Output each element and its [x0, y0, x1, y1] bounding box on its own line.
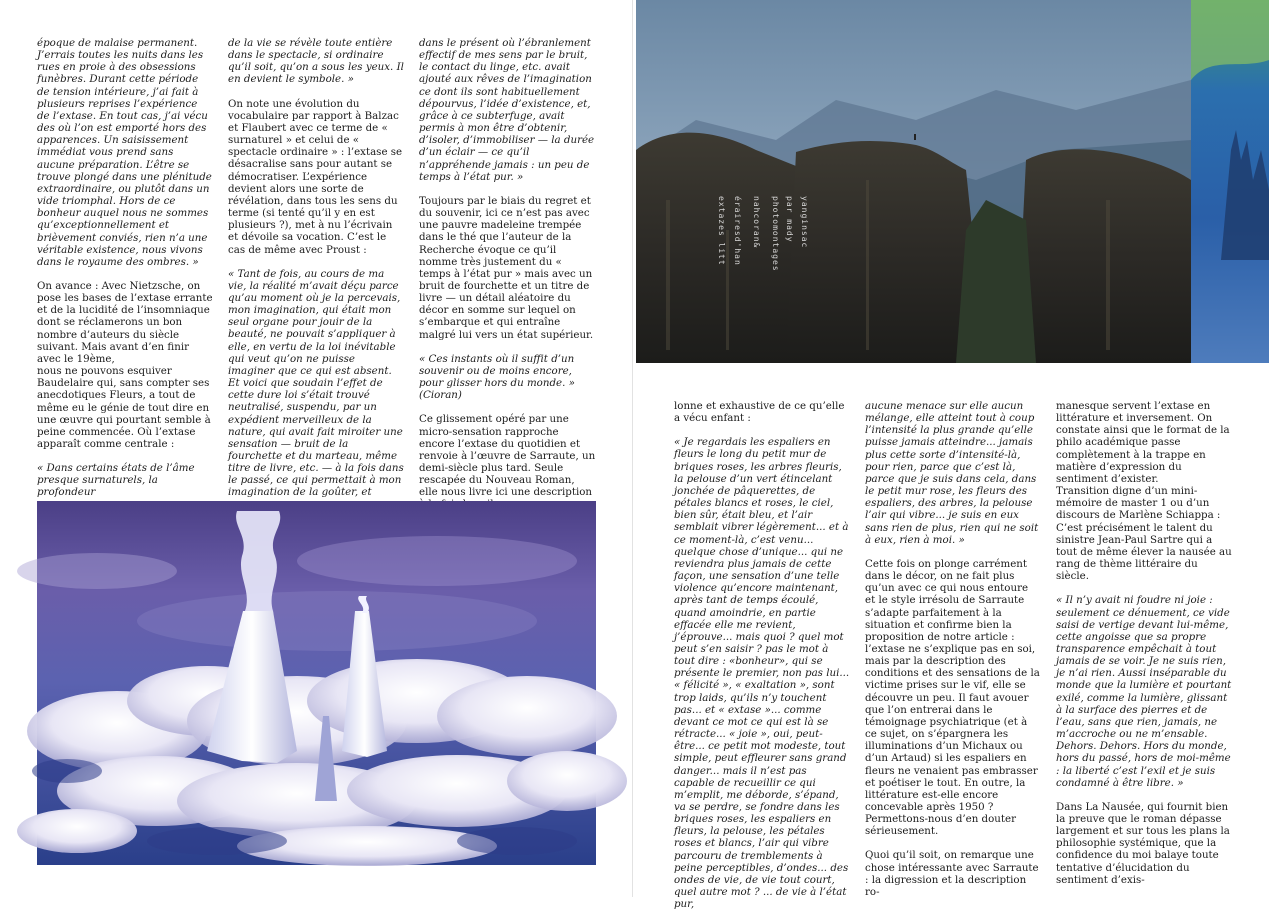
caption-line: par mady [785, 196, 794, 243]
body-paragraph: manesque servent l’extase en littérature et inversement. On constate ainsi que le format de la philo académique passe complètement à la trappe en matière d’expression du sentiment d’exister. Transition digne d’un mini-mémoire de master 1 ou d’un discours de Marlène Schiappa : C’est précisément le talent du sinistre Jean-Paul Sartre qui a tout de même élever la nausée au rang de thème littéraire du siècle. [1056, 400, 1232, 583]
quote-paragraph: dans le présent où l’ébranlement effectif de mes sens par le bruit, le contact du linge, etc. avait ajouté aux rêves de l’imagination ce dont ils sont habituellement dépourvus, l’idée d’existence, et, grâce à ce subterfuge, avait permis à mon être d’obtenir, d’isoler, d’immobiliser — la durée d’un éclair — ce qu’il n’appréhende jamais : un peu de temps à l’état pur. » [419, 37, 595, 183]
blue-green-strip-artwork [1191, 0, 1269, 363]
caption-line: nahcoran& [752, 196, 761, 249]
body-paragraph: Ce glissement opéré par une micro-sensation rapproche encore l’extase du quotidien et renvoie à l’œuvre de Sarraute, un demi-siècle plus tard. Seule rescapée du Nouveau Roman, elle nous livre ici une description [419, 413, 596, 499]
clouds-towers-artwork [37, 501, 596, 865]
body-paragraph: lonne et exhaustive de ce qu’elle a vécu enfant : [674, 400, 845, 425]
caption-line: extazes litt [717, 196, 726, 266]
quote-paragraph: « Tant de fois, au cours de ma vie, la réalité m’avait déçu parce qu’au moment où je la percevais, mon imagination, qui était mon seul organe pour jouir de la beauté, ne pouvait s’appliquer à elle, en vertu de la loi inévitable qui veut qu’on ne puisse imaginer que ce qui est absent. Et voici que soudain l’effet de cette dure loi s’était trouvé neutralisé, suspendu, par un expédient merveilleux de la nature, qui avait fait miroiter une sensation — bruit de la fourchette et du marteau, même titre de livre, etc. — à la fois dans le passé, ce qui permettait à mon imagination de la goûter, et [228, 267, 404, 499]
caption-line: érairesd'han [733, 196, 742, 266]
caption-line: yanginsac [800, 196, 809, 249]
body-paragraph: On note une évolution du vocabulaire par rapport à Balzac et Flaubert avec ce terme de « surnaturel » et celui de « spectacle ordinaire » : l’extase se désacralise sans pour autant se démocratiser. L’expérience devient alors une sorte de révélation, dans tous les sens du terme (si tenté qu’il y en est plusieurs ?), met à nu l’écrivain et dévoile sa vocation. C’est le cas de même avec Proust : [228, 97, 403, 256]
quote-paragraph: « Dans certains états de l’âme presque surnaturels, la profondeur [37, 462, 195, 499]
quote-paragraph: aucune menace sur elle aucun mélange, elle atteint tout à coup l’intensité la plus grande qu’elle puisse jamais atteindre... jamais plus cette sorte d’intensité-là, pour rien, parce que c’est là, parce que je suis dans cela, dans le petit mur rose, les fleurs des espaliers, des arbres, la pelouse l’air qui vibre... je suis en eux sans rien de plus, rien qui ne soit à eux, rien à moi. » [865, 400, 1039, 546]
right-column-2 [865, 400, 1041, 898]
body-paragraph: Quoi qu’il soit, on remarque une chose intéressante avec Sarraute : la digression et la description ro- [865, 849, 1039, 898]
body-paragraph: On avance : Avec Nietzsche, on pose les bases de l’extase errante et de la lucidité de l’insomniaque dont se réclamerons un bon nombre d’auteurs du siècle suivant. Mais avant d’en finir avec le 19ème, nous ne pouvons esquiver Baudelaire qui, sans compter ses anecdotiques Fleurs, a tout de même eu le génie de tout dire en une œuvre qui pourtant semble à peine commencée. Où l’extase apparaît comme centrale : [37, 279, 213, 450]
body-paragraph: Toujours par le biais du regret et du souvenir, ici ce n’est pas avec une pauvre madeleine trempée dans le thé que l’auteur de la Recherche évoque ce qu’il nomme très justement du « temps à l’état pur » mais avec un bruit de fourchette et un titre de livre — un détail aléatoire du décor en somme sur lequel on s’embarque et qui entraîne malgré lui vers un état supérieur. [419, 194, 594, 341]
left-column-3 [419, 37, 596, 499]
right-column-3 [1056, 400, 1232, 886]
quote-paragraph: « Ces instants où il suffit d’un souvenir ou de moins encore, pour glisser hors du monde. » (Cioran) [419, 352, 575, 402]
caption-line: photomontages [771, 196, 780, 272]
left-page [0, 0, 632, 897]
quote-paragraph: « Je regardais les espaliers en fleurs le long du petit mur de briques roses, les arbres fleuris, la pelouse d’un vert étincelant jonchée de pâquerettes, de pétales blancs et roses, le ciel, bien sûr, était bleu, et l’air semblait vibrer légèrement... et à ce moment-là, c’est venu... quelque chose d’unique... qui ne reviendra plus jamais de cette façon, une sensation d’une telle violence qu’encore maintenant, après tant de temps écoulé, quand amoindrie, en partie effacée elle me revient, j’éprouve... mais quoi ? quel mot peut s’en saisir ? pas le mot à tout dire : «bonheur», qui se présente le premier, non pas lui... « félicité », « exaltation », sont trop laids, qu’ils n’y touchent pas... et « extase »... comme devant ce mot ce qui est là se rétracte... « joie », oui, peut-être... ce petit mot modeste, tout simple, peut effleurer sans grand danger... mais il n’est pas capable de recueillir ce qui m’emplit, me déborde, s’épand, va se perdre, se fondre dans les briques roses, les espaliers en fleurs, la pelouse, les pétales roses et blancs, l’air qui vibre parcouru de tremblements à peine perceptibles, d’ondes... des ondes de vie, de vie tout court, quel autre mot ? ... de vie à l’état pur, [674, 436, 850, 910]
body-paragraph: Dans La Nausée, qui fournit bien la preuve que le roman dépasse largement et sur tous les plans la philosophie systémique, que la confidence du moi balaye toute tentative d’élucidation du sentiment d’exis- [1056, 800, 1230, 886]
left-column-1 [37, 37, 213, 499]
right-column-1 [674, 400, 850, 910]
mountain-photomontage-artwork [636, 0, 1191, 363]
quote-paragraph: époque de malaise permanent. J’errais toutes les nuits dans les rues en proie à des obsessions funèbres. Durant cette période de tension intérieure, j’ai fait à plusieurs reprises l’expérience de l’extase. En tout cas, j’ai vécu des où l’on est emporté hors des apparences. Un saisissement immédiat vous prend sans aucune préparation. L’être se trouve plongé dans une plénitude extraordinaire, ou plutôt dans un vide triomphal. Hors de ce bonheur auquel nous ne sommes qu’exceptionnellement et brièvement conviés, rien n’a une véritable existence, nous vivons dans le royaume des ombres. » [37, 37, 212, 268]
body-paragraph: Cette fois on plonge carrément dans le décor, on ne fait plus qu’un avec ce qui nous entoure et le style irrésolu de Sarraute s’adapte parfaitement à la situation et confirme bien la proposition de notre article : l’extase ne s’explique pas en soi, mais par la description des conditions et des sensations de la victime prises sur le vif, elle se découvre un peu. Il faut avouer que l’on entrerai dans le témoignage psychiatrique (et à ce sujet, on s’épargnera les illuminations d’un Michaux ou d’un Artaud) si les espaliers en fleurs ne venaient pas embrasser et poétiser le tout. En outre, la littérature est-elle encore concevable après 1950 ? Permettons-nous d’en douter sérieusement. [865, 557, 1040, 838]
right-page [636, 0, 1269, 910]
quote-paragraph: de la vie se révèle toute entière dans le spectacle, si ordinaire qu’il soit, qu’on a sous les yeux. Il en devient le symbole. » [228, 37, 404, 86]
quote-paragraph: « Il n’y avait ni foudre ni joie : seulement ce dénuement, ce vide saisi de vertige devant lui-même, cette angoisse que sa propre transparence empêchait à tout jamais de se voir. Je ne suis rien, je n’ai rien. Aussi inséparable du monde que la lumière et pourtant exilé, comme la lumière, glissant à la surface des pierres et de l’eau, sans que rien, jamais, ne m’accroche ou ne m’ensable. Dehors. Dehors. Hors du monde, hors du passé, hors de moi-même : la liberté c’est l’exil et je suis condamné à être libre. » [1056, 594, 1232, 789]
left-column-2 [228, 37, 404, 499]
